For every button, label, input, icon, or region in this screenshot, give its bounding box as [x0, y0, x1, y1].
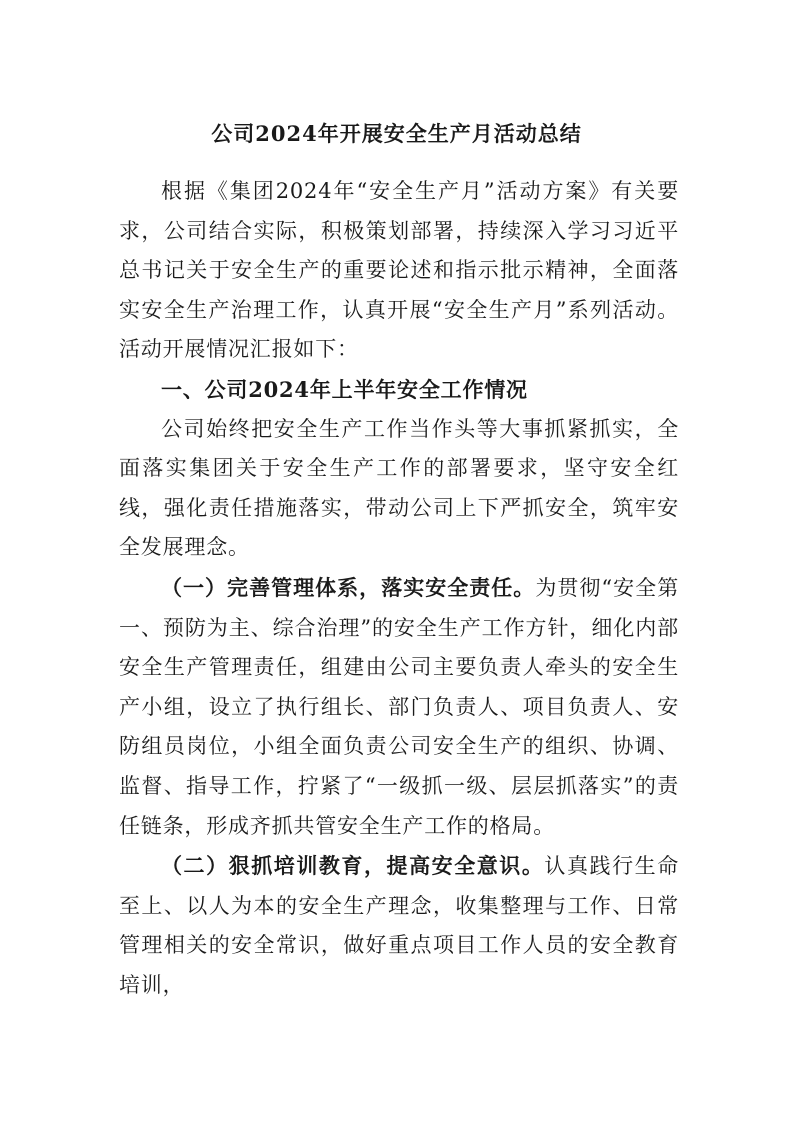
- item-1-body: 为贯彻“安全第一、预防为主、综合治理”的安全生产工作方针，细化内部安全生产管理责任，组建由公司主要负责人牵头的安全生产小组，设立了执行组长、部门负责人、项目负责人、安防组员岗位，小组全面负责公司安全生产的组织、协调、监督、指导工作，拧紧了“一级抓一级、层层抓落实”的责任链条，形成齐抓共管安全生产工作的格局。: [119, 575, 679, 838]
- section-heading: 一、公司2024年上半年安全工作情况: [161, 376, 528, 402]
- item-2-paragraph: [119, 846, 679, 1005]
- document-title: 公司2024年开展安全生产月活动总结: [211, 121, 582, 146]
- item-1-paragraph: [119, 568, 679, 846]
- item-1-lead: （一）完善管理体系，落实安全责任。: [161, 574, 536, 600]
- item-2-lead: （二）狠抓培训教育，提高安全意识。: [161, 853, 545, 879]
- intro-paragraph: 根据《集团2024年“安全生产月”活动方案》有关要求，公司结合实际，积极策划部署，持续深入学习习近平总书记关于安全生产的重要论述和指示批示精神，全面落实安全生产治理工作，认真开展“安全生产月”系列活动。活动开展情况汇报如下：: [119, 179, 679, 362]
- document-body: [119, 172, 679, 1005]
- item-2-body: 认真践行生命至上、以人为本的安全生产理念，收集整理与工作、日常管理相关的安全常识，做好重点项目工作人员的安全教育培训，: [119, 854, 679, 997]
- section-paragraph: 公司始终把安全生产工作当作头等大事抓紧抓实，全面落实集团关于安全生产工作的部署要求，坚守安全红线，强化责任措施落实，带动公司上下严抓安全，筑牢安全发展理念。: [119, 416, 679, 560]
